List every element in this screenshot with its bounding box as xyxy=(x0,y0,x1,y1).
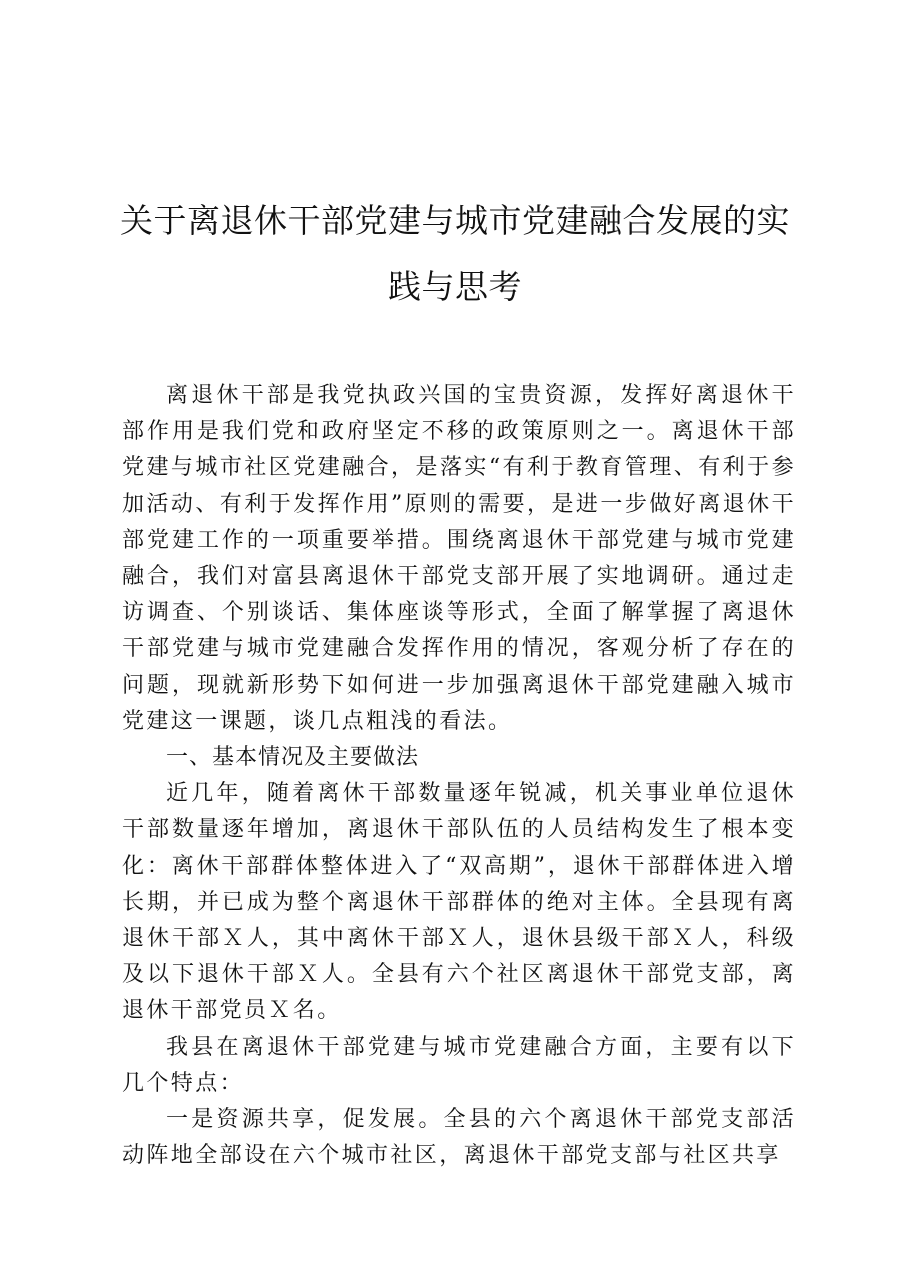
intro-paragraph: 离退休干部是我党执政兴国的宝贵资源，发挥好离退休干部作用是我们党和政府坚定不移的政策原则之一。离退休干部党建与城市社区党建融合，是落实“有利于教育管理、有利于参加活动、有利于发挥作用”原则的需要，是进一步做好离退休干部党建工作的一项重要举措。围绕离退休干部党建与城市党建融合，我们对富县离退休干部党支部开展了实地调研。通过走访调查、个别谈话、集体座谈等形式，全面了解掌握了离退休干部党建与城市党建融合发挥作用的情况，客观分析了存在的问题，现就新形势下如何进一步加强离退休干部党建融入城市党建这一课题，谈几点粗浅的看法。 xyxy=(122,383,796,734)
section-paragraph: 近几年，随着离休干部数量逐年锐减，机关事业单位退休干部数量逐年增加，离退休干部队伍的人员结构发生了根本变化：离休干部群体整体进入了“双高期”，退休干部群体进入增长期，并已成为整个离退休干部群体的绝对主体。全县现有离退休干部Ｘ人，其中离休干部Ｘ人，退休县级干部Ｘ人，科级及以下退休干部Ｘ人。全县有六个社区离退休干部党支部，离退休干部党员Ｘ名。 xyxy=(122,781,796,1024)
document-body xyxy=(122,378,796,1174)
document-title: 关于离退休干部党建与城市党建融合发展的实践与思考 xyxy=(120,201,790,306)
section-heading: 一、基本情况及主要做法 xyxy=(166,745,420,771)
section-paragraph: 一是资源共享，促发展。全县的六个离退休干部党支部活动阵地全部设在六个城市社区，离退休干部党支部与社区共享 xyxy=(122,1107,796,1169)
section-paragraph: 我县在离退休干部党建与城市党建融合方面，主要有以下几个特点： xyxy=(122,1034,796,1096)
